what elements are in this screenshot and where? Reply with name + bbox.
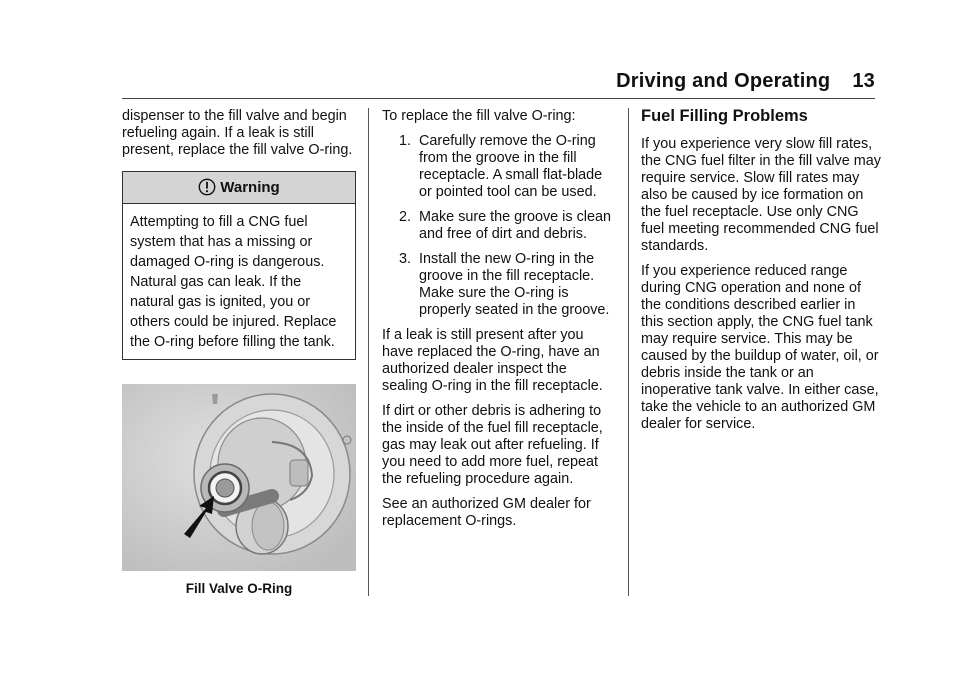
warning-icon — [198, 178, 216, 196]
body-paragraph: If a leak is still present after you have replaced the O-ring, have an authorized dealer inspect the sealing O-ring in the fill receptacle. — [382, 327, 603, 394]
list-item — [382, 133, 614, 201]
figure — [122, 384, 356, 597]
step-number: 3. — [398, 251, 411, 267]
column-2 — [382, 108, 614, 538]
warning-box — [122, 171, 356, 360]
list-intro: To replace the fill valve O-ring: — [382, 108, 576, 124]
warning-title: Warning — [220, 179, 280, 196]
body-paragraph: If you experience reduced range during CNG operation and none of the conditions described earlier in this section apply, the CNG fuel tank may require service. This may be caused by the buildup of water, oil, or debris inside the tank or an inoperative tank valve. In either case, take the vehicle to an authorized GM dealer for service. — [641, 263, 879, 432]
body-paragraph: See an authorized GM dealer for replacement O-rings. — [382, 496, 591, 529]
warning-body: Attempting to fill a CNG fuel system that has a missing or damaged O-ring is dangerous. Natural gas can leak. If the natural gas is ignited, you or others could be injured. Replace the O-ring before filling the tank. — [130, 214, 337, 350]
column-divider-1 — [368, 108, 369, 596]
body-paragraph: If you experience very slow fill rates, the CNG fuel filter in the fill valve may require service. Slow fill rates may also be caused by ice formation on the fuel receptacle. Use only CNG fuel meeting recommended CNG fuel standards. — [641, 136, 881, 254]
column-3 — [641, 108, 881, 441]
list-item — [382, 209, 614, 243]
figure-caption: Fill Valve O-Ring — [185, 581, 293, 596]
fill-valve-illustration — [122, 384, 356, 571]
step-number: 1. — [398, 133, 411, 149]
step-text: Make sure the groove is clean and free of dirt and debris. — [419, 209, 611, 242]
column-divider-2 — [628, 108, 629, 596]
warning-header — [123, 172, 355, 204]
list-item — [382, 251, 614, 319]
intro-paragraph: dispenser to the fill valve and begin refueling again. If a leak is still present, replace the fill valve O-ring. — [122, 108, 353, 158]
header-divider — [122, 98, 875, 99]
step-text: Install the new O-ring in the groove in the fill receptacle. Make sure the O-ring is properly seated in the groove. — [419, 251, 610, 318]
section-heading: Fuel Filling Problems — [641, 107, 808, 125]
page-number: 13 — [852, 70, 875, 92]
page-header — [616, 70, 875, 93]
step-number: 2. — [398, 209, 411, 225]
column-1 — [122, 108, 356, 597]
section-title: Driving and Operating — [616, 70, 831, 92]
step-text: Carefully remove the O-ring from the groove in the fill receptacle. A small flat-blade or pointed tool can be used. — [419, 133, 603, 200]
body-paragraph: If dirt or other debris is adhering to the inside of the fuel fill receptacle, gas may leak out after refueling. If you need to add more fuel, repeat the refueling procedure again. — [382, 403, 603, 487]
